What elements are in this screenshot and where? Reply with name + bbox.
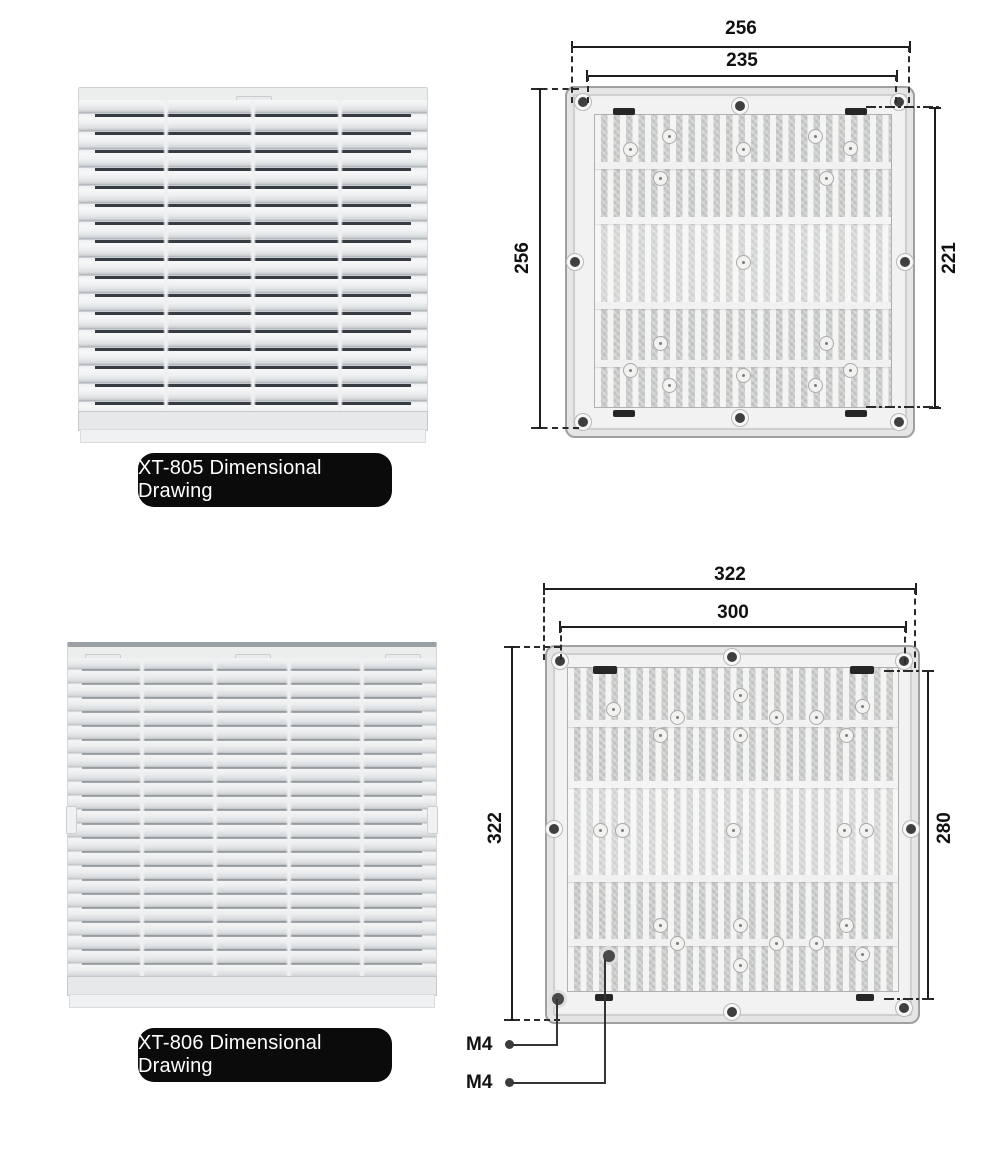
frame-clip <box>613 108 635 115</box>
centerline <box>884 998 934 1000</box>
rivet-boss <box>662 129 677 144</box>
rivet-boss <box>855 947 870 962</box>
xt806-caption <box>138 1028 392 1082</box>
dim-right-height-line <box>934 108 936 408</box>
grid-crossbar <box>595 302 891 309</box>
xt806-side-ear <box>66 806 77 834</box>
extension-line <box>504 646 560 648</box>
xt805-column-separator <box>163 100 169 413</box>
m4-leader-line <box>512 1082 606 1084</box>
screw-icon <box>906 824 916 834</box>
dim-outer-width-line <box>572 46 910 48</box>
rivet-boss <box>769 710 784 725</box>
extension-line <box>531 427 579 429</box>
xt805-louver-panel <box>78 100 428 413</box>
extension-line <box>543 588 545 660</box>
xt806-back-view-unit <box>545 645 920 1024</box>
xt806-base-skirt <box>69 994 435 1008</box>
rivet-boss <box>653 336 668 351</box>
xt806-side-ear <box>427 806 438 834</box>
m4-leader-line <box>512 1044 558 1046</box>
rivet-boss <box>733 958 748 973</box>
dim-left-height-line <box>511 647 513 1020</box>
extension-line <box>895 75 897 103</box>
xt805-product-photo <box>78 87 428 443</box>
dim-right-height-label: 221 <box>939 242 960 274</box>
grid-crossbar <box>568 720 898 727</box>
frame-clip <box>856 994 874 1001</box>
rivet-boss <box>859 823 874 838</box>
xt806-base-bar <box>67 976 437 996</box>
screw-icon <box>727 652 737 662</box>
dim-inner-width-line <box>560 626 906 628</box>
rivet-boss <box>736 142 751 157</box>
extension-line <box>908 46 910 103</box>
screw-icon <box>894 417 904 427</box>
dim-outer-width-label: 256 <box>725 18 757 39</box>
m4-callout-label: M4 <box>466 1072 493 1093</box>
m4-callout-label: M4 <box>466 1034 493 1055</box>
dim-outer-width-line <box>544 588 916 590</box>
xt806-column-separator <box>359 658 365 980</box>
rivet-boss <box>843 363 858 378</box>
grid-crossbar <box>568 939 898 946</box>
rivet-boss <box>615 823 630 838</box>
rivet-boss <box>769 936 784 951</box>
rivet-boss <box>670 710 685 725</box>
rivet-boss <box>623 142 638 157</box>
rivet-boss <box>809 936 824 951</box>
screw-icon <box>735 101 745 111</box>
screw-icon <box>570 257 580 267</box>
dim-right-height-label: 280 <box>934 812 955 844</box>
rivet-boss <box>623 363 638 378</box>
extension-line <box>914 588 916 668</box>
m4-leader-line <box>556 999 558 1046</box>
centerline <box>866 106 940 108</box>
extension-line <box>560 626 562 660</box>
grid-crossbar <box>568 875 898 882</box>
dim-left-height-label: 256 <box>512 242 533 274</box>
rivet-boss <box>653 171 668 186</box>
xt805-caption-text: XT-805 Dimensional Drawing <box>138 457 322 502</box>
rivet-boss <box>726 823 741 838</box>
extension-line <box>571 46 573 103</box>
extension-line <box>504 1019 560 1021</box>
dim-right-height-line <box>927 671 929 999</box>
screw-icon <box>735 413 745 423</box>
xt805-base-skirt <box>80 429 426 443</box>
extension-line <box>531 88 579 90</box>
xt806-column-separator <box>286 658 292 980</box>
frame-clip <box>845 410 867 417</box>
screw-icon <box>549 824 559 834</box>
m4-mounting-hole <box>552 993 564 1005</box>
xt805-base-bar <box>78 411 428 431</box>
rivet-boss <box>839 918 854 933</box>
xt805-column-separator <box>250 100 256 413</box>
xt806-product-photo <box>67 642 437 1008</box>
rivet-boss <box>837 823 852 838</box>
rivet-boss <box>653 728 668 743</box>
rivet-boss <box>593 823 608 838</box>
rivet-boss <box>736 255 751 270</box>
xt805-back-view-unit <box>565 86 915 438</box>
screw-icon <box>900 257 910 267</box>
rivet-boss <box>736 368 751 383</box>
rivet-boss <box>733 728 748 743</box>
rivet-boss <box>819 336 834 351</box>
rivet-boss <box>819 171 834 186</box>
dim-inner-width-line <box>587 75 897 77</box>
rivet-boss <box>733 918 748 933</box>
grid-crossbar <box>595 162 891 169</box>
dim-left-height-line <box>539 89 541 428</box>
frame-clip <box>845 108 867 115</box>
extension-line <box>904 626 906 664</box>
rivet-boss <box>809 710 824 725</box>
xt806-louver-slots <box>82 660 422 978</box>
rivet-boss <box>670 936 685 951</box>
screw-icon <box>578 417 588 427</box>
dim-inner-width-label: 300 <box>717 602 749 623</box>
rivet-boss <box>855 699 870 714</box>
xt806-column-separator <box>139 658 145 980</box>
screw-icon <box>899 1003 909 1013</box>
centerline <box>866 406 940 408</box>
xt806-column-separator <box>212 658 218 980</box>
dim-left-height-label: 322 <box>485 812 506 844</box>
frame-clip <box>850 666 874 674</box>
rivet-boss <box>808 378 823 393</box>
m4-leader-line <box>604 959 606 1084</box>
dim-outer-width-label: 322 <box>714 564 746 585</box>
frame-clip <box>613 410 635 417</box>
rivet-boss <box>662 378 677 393</box>
xt806-louver-panel <box>67 658 437 980</box>
extension-line <box>587 75 589 103</box>
xt806-caption-text: XT-806 Dimensional Drawing <box>138 1032 322 1077</box>
rivet-boss <box>808 129 823 144</box>
dim-inner-width-label: 235 <box>726 50 758 71</box>
xt805-caption <box>138 453 392 507</box>
frame-clip <box>593 666 617 674</box>
rivet-boss <box>733 688 748 703</box>
rivet-boss <box>843 141 858 156</box>
rivet-boss <box>839 728 854 743</box>
xt805-column-separator <box>337 100 343 413</box>
screw-icon <box>727 1007 737 1017</box>
centerline <box>884 670 934 672</box>
rivet-boss <box>653 918 668 933</box>
rivet-boss <box>606 702 621 717</box>
